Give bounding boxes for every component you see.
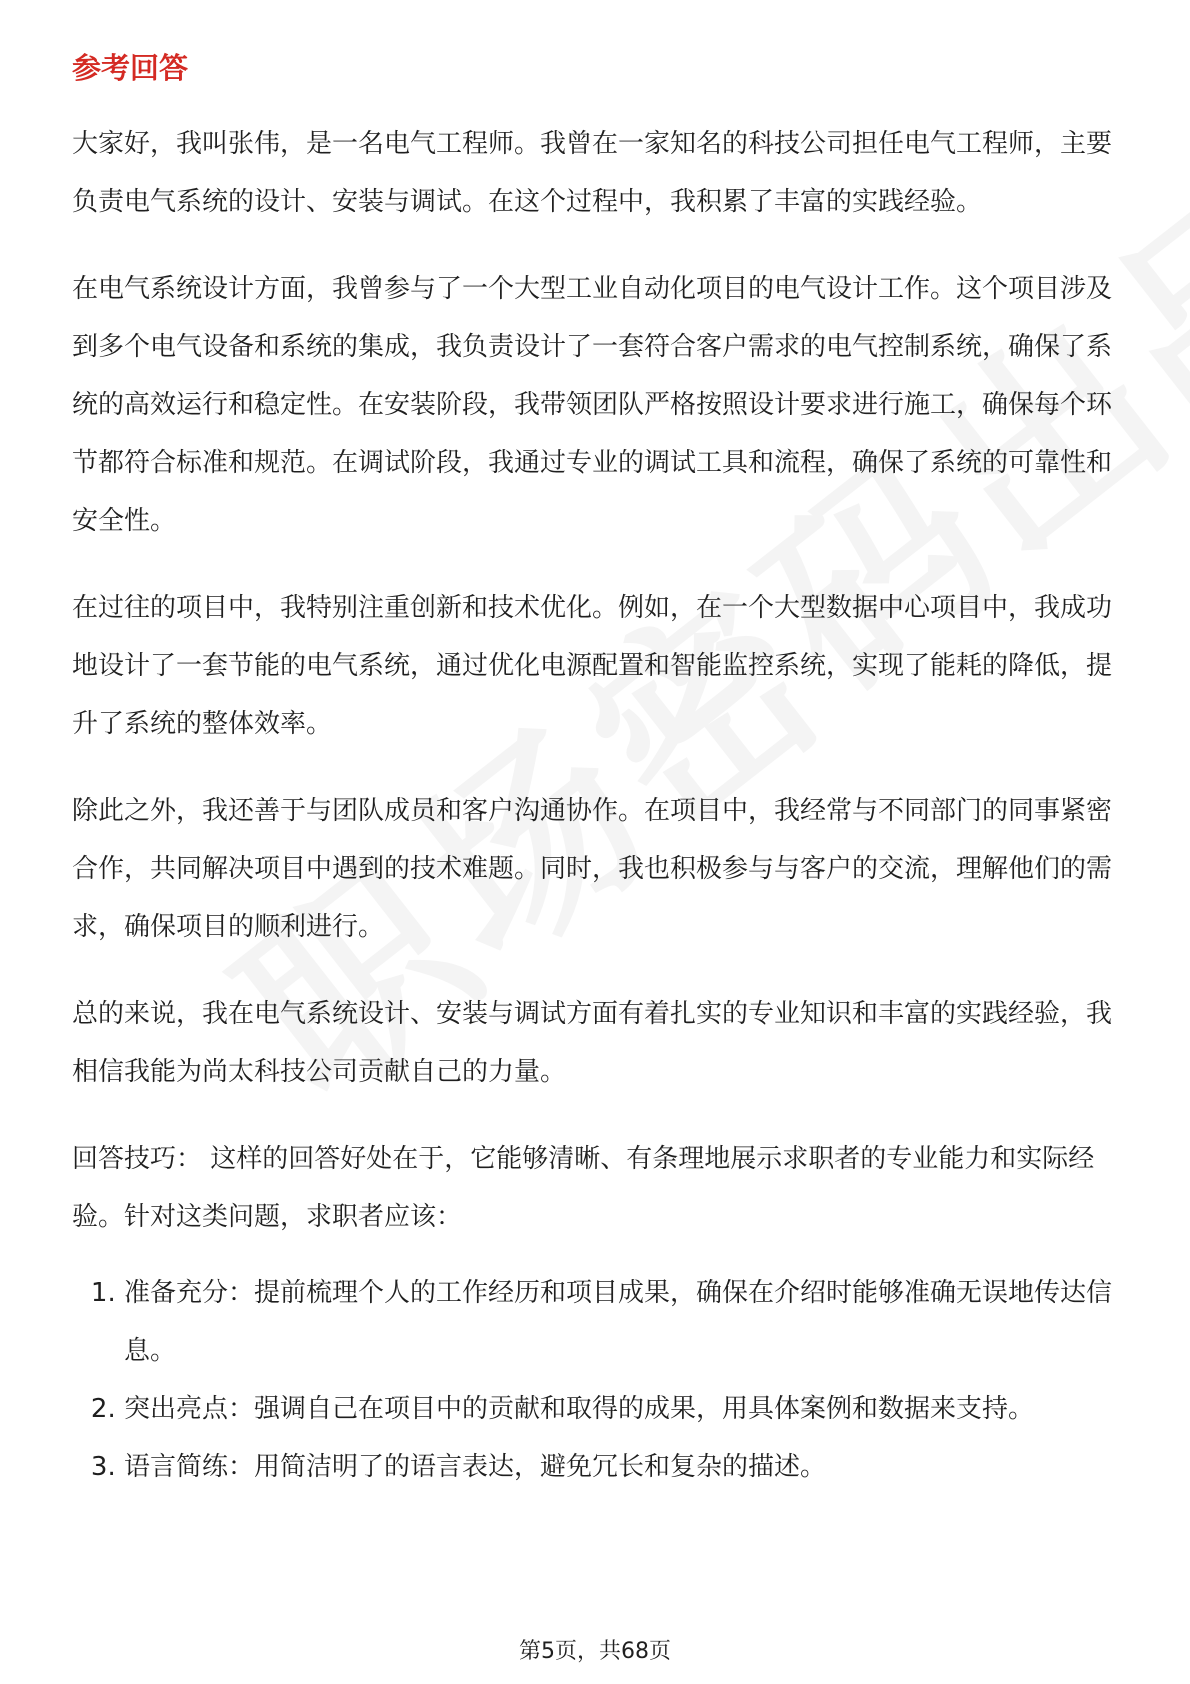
- section-heading: 参考回答: [72, 51, 189, 85]
- paragraph: 在电气系统设计方面，我曾参与了一个大型工业自动化项目的电气设计工作。这个项目涉及到多个电气设备和系统的集成，我负责设计了一套符合客户需求的电气控制系统，确保了系统的高效运行和稳定性。在安装阶段，我带领团队严格按照设计要求进行施工，确保每个环节都符合标准和规范。在调试阶段，我通过专业的调试工具和流程，确保了系统的可靠性和安全性。: [72, 274, 1113, 536]
- tips-list-item: 1. 准备充分：提前梳理个人的工作经历和项目成果，确保在介绍时能够准确无误地传达信息。: [124, 1264, 1122, 1380]
- paragraph: 在过往的项目中，我特别注重创新和技术优化。例如，在一个大型数据中心项目中，我成功地设计了一套节能的电气系统，通过优化电源配置和智能监控系统，实现了能耗的降低，提升了系统的整体效率。: [72, 593, 1113, 739]
- page-number: 第5页，共68页: [519, 1639, 671, 1664]
- tips-list: [72, 1264, 1122, 1496]
- tips-list-item: 2. 突出亮点：强调自己在项目中的贡献和取得的成果，用具体案例和数据来支持。: [124, 1380, 1122, 1438]
- tips-list-item: 3. 语言简练：用简洁明了的语言表达，避免冗长和复杂的描述。: [124, 1438, 1122, 1496]
- paragraph: 除此之外，我还善于与团队成员和客户沟通协作。在项目中，我经常与不同部门的同事紧密合作，共同解决项目中遇到的技术难题。同时，我也积极参与与客户的交流，理解他们的需求，确保项目的顺利进行。: [72, 796, 1113, 942]
- paragraph: 大家好，我叫张伟，是一名电气工程师。我曾在一家知名的科技公司担任电气工程师，主要负责电气系统的设计、安装与调试。在这个过程中，我积累了丰富的实践经验。: [72, 129, 1113, 217]
- paragraph: 总的来说，我在电气系统设计、安装与调试方面有着扎实的专业知识和丰富的实践经验，我相信我能为尚太科技公司贡献自己的力量。: [72, 999, 1113, 1087]
- answer-content: [72, 115, 1122, 1496]
- tips-paragraph: 回答技巧： 这样的回答好处在于，它能够清晰、有条理地展示求职者的专业能力和实际经验。针对这类问题，求职者应该：: [72, 1144, 1095, 1232]
